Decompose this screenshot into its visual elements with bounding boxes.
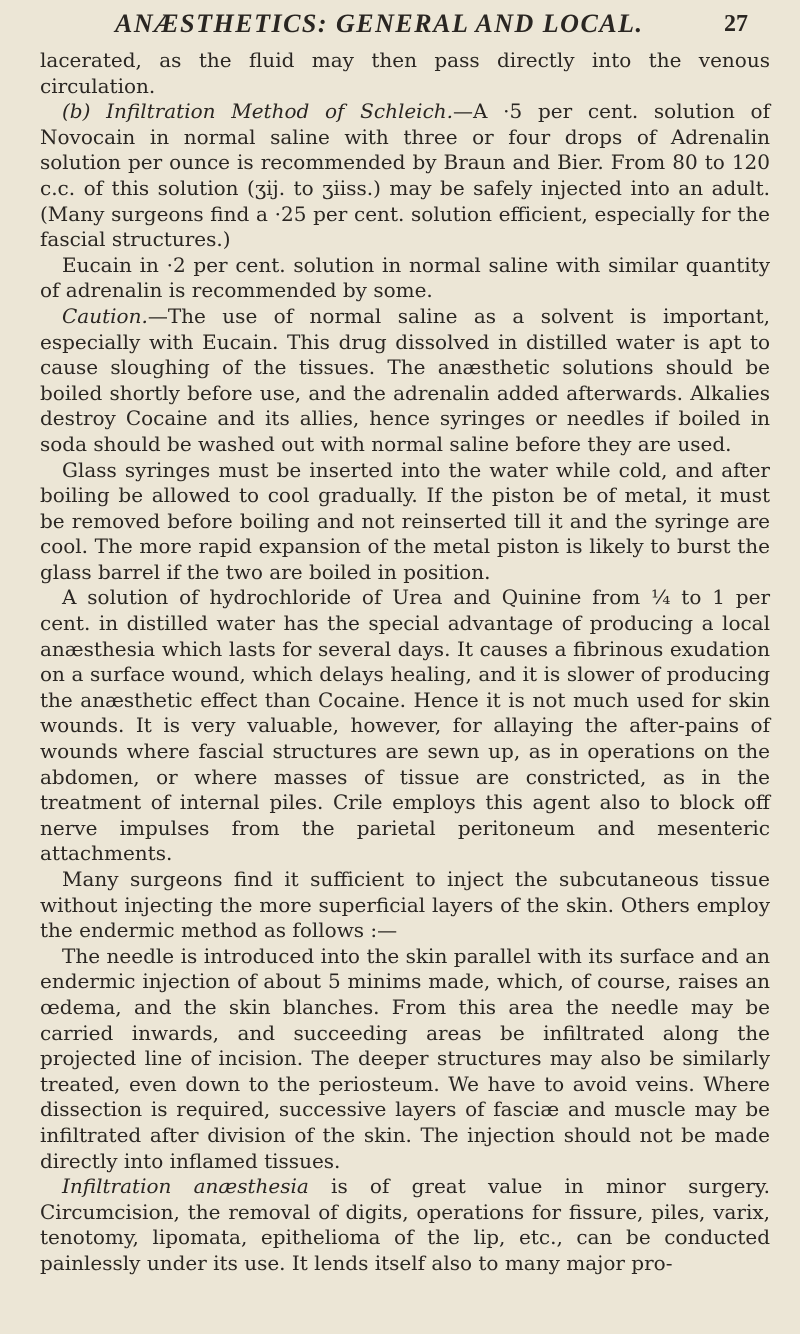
paragraph-infiltration-method (40, 99, 770, 253)
paragraph-text: Glass syringes must be inserted into the water while cold, and after boiling be allowed to cool gradually. If the piston be of metal, it must be removed before boiling and not reinserted till it and the syringe are cool. The more rapid expansion of the metal piston is likely to burst the glass barrel if the two are boiled in position. (40, 457, 770, 584)
paragraph-eucain (40, 253, 770, 304)
paragraph-text: —The use of normal saline as a solvent is important, especially with Eucain. This drug dissolved in distilled water is apt to cause sloughing of the tissues. The anæsthetic solutions should be boiled shortly before use, and the adrenalin added afterwards. Alkalies destroy Cocaine and its allies, hence syringes or needles if boiled in soda should be washed out with normal saline before they are used. (40, 303, 770, 456)
paragraph-text: is of great value in minor surgery. Circumcision, the removal of digits, operations for fissure, piles, varix, tenotomy, lipomata, epithelioma of the lip, etc., can be conducted painlessly under its use. It lends itself also to many major pro- (40, 1174, 770, 1275)
paragraph-endermic-method (40, 867, 770, 944)
paragraph-text: A solution of hydrochloride of Urea and Quinine from ¼ to 1 per cent. in distilled water has the special advantage of producing a local anæsthesia which lasts for several days. It causes a fibrinous exudation on a surface wound, which delays healing, and it is slower of producing the anæsthetic effect than Cocaine. Hence it is not much used for skin wounds. It is very valuable, however, for allaying the after-pains of wounds where fascial structures are sewn up, as in operations on the abdomen, or where masses of tissue are constricted, as in the treatment of internal piles. Crile employs this agent also to block off nerve impulses from the parietal peritoneum and mesenteric attachments. (40, 585, 770, 866)
paragraph-text: Eucain in ·2 per cent. solution in normal saline with similar quantity of adrenalin is recommended by some. (40, 252, 770, 303)
paragraph-glass-syringes (40, 458, 770, 586)
paragraph-needle-technique (40, 944, 770, 1174)
page-number: 27 (724, 11, 748, 37)
paragraph-caution (40, 304, 770, 458)
paragraph-text: The needle is introduced into the skin parallel with its surface and an endermic injection of about 5 minims made, which, of course, raises an œdema, and the skin blanches. From this area the needle may be carried inwards, and succeeding areas be infiltrated along the projected line of incision. The deeper structures may also be similarly treated, even down to the periosteum. We have to avoid veins. Where dissection is required, successive layers of fasciæ and muscle may be infiltrated after division of the skin. The injection should not be made directly into inflamed tissues. (40, 943, 770, 1173)
paragraph-continuation (40, 48, 770, 99)
running-head (40, 0, 770, 48)
paragraph-text: lacerated, as the fluid may then pass directly into the venous circulation. (40, 48, 770, 98)
paragraph-urea-quinine (40, 585, 770, 867)
body-text (40, 48, 770, 1277)
chapter-running-title: ANÆSTHETICS: GENERAL AND LOCAL. (115, 9, 644, 38)
paragraph-text: —A ·5 per cent. solution of Novocain in normal saline with three or four drops of Adrenalin solution per ounce is recommended by Braun and Bier. From 80 to 120 c.c. of this solution (ʒij. to ʒiiss.) may be safely injected into an adult. (Many surgeons find a ·25 per cent. solution efficient, especially for the fascial structures.) (40, 99, 770, 252)
paragraph-lead: (b) Infiltration Method of Schleich. (62, 99, 454, 124)
paragraph-lead: Caution. (62, 303, 148, 328)
paragraph-infiltration-anaesthesia (40, 1174, 770, 1276)
paragraph-text: Many surgeons find it sufficient to inject the subcutaneous tissue without injecting the more superficial layers of the skin. Others employ the endermic method as follows :— (40, 867, 770, 943)
paragraph-lead: Infiltration anæsthesia (62, 1174, 309, 1199)
